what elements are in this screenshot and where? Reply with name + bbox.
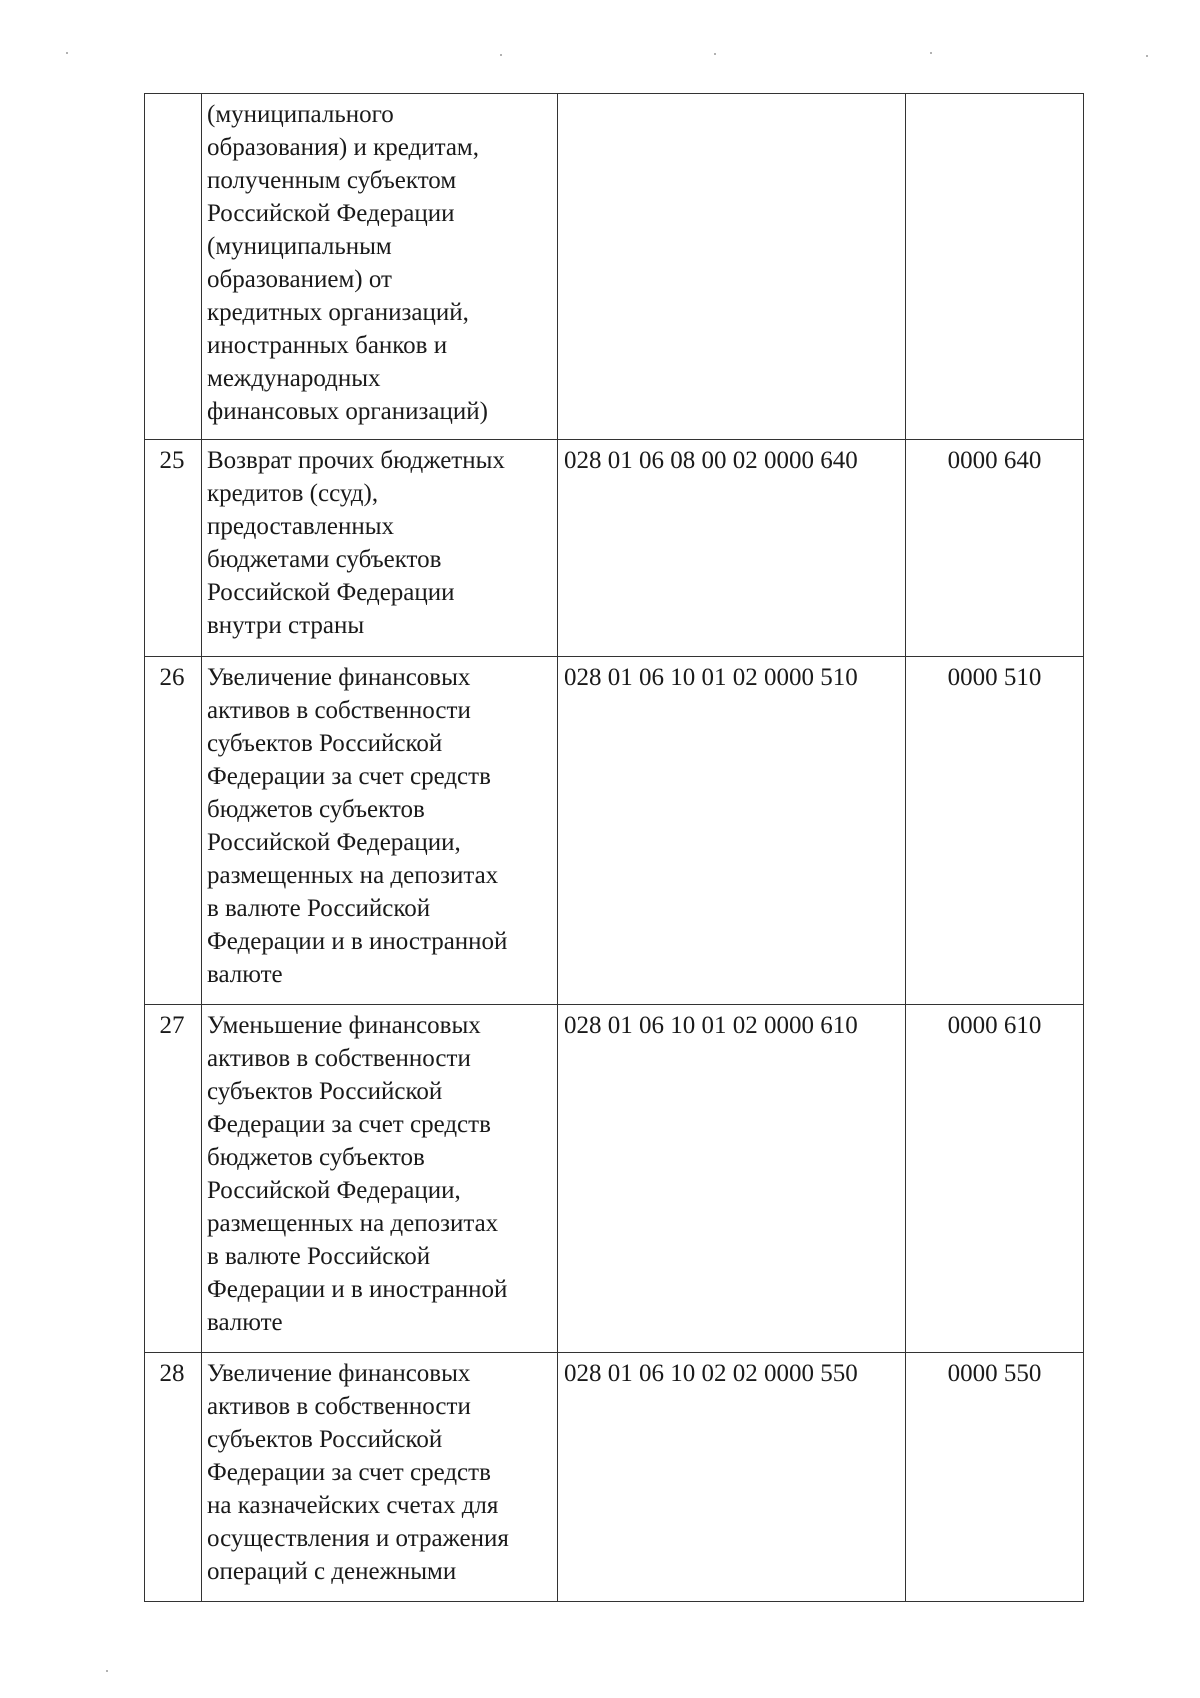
name-line: размещенных на депозитах [207,862,499,889]
row-number-cell: 26 [145,657,202,1005]
name-line: операций с денежными [207,1558,457,1585]
name-line: полученным субъектом [207,167,457,194]
name-line: на казначейских счетах для [207,1492,499,1519]
name-line: Российской Федерации [207,579,455,606]
scan-speck [1146,55,1148,57]
name-line: бюджетов субъектов [207,1144,425,1171]
table-body [145,94,1084,1602]
name-line: образования) и кредитам, [207,134,479,161]
name-line: Уменьшение финансовых [207,1012,481,1039]
short-code-cell: 0000 610 [906,1005,1084,1353]
name-line: бюджетов субъектов [207,796,425,823]
short-code-cell: 0000 640 [906,440,1084,657]
budget-code-cell [558,94,906,440]
table-row [145,1353,1084,1602]
budget-code-cell: 028 01 06 10 02 02 0000 550 [558,1353,906,1602]
short-code-cell: 0000 550 [906,1353,1084,1602]
table-row [145,94,1084,440]
row-number-cell [145,94,202,440]
short-code-cell: 0000 510 [906,657,1084,1005]
name-line: размещенных на депозитах [207,1210,499,1237]
name-line: Федерации и в иностранной [207,928,508,955]
row-number-cell: 27 [145,1005,202,1353]
name-line: предоставленных [207,513,395,540]
budget-code-cell: 028 01 06 10 01 02 0000 610 [558,1005,906,1353]
name-line: международных [207,365,381,392]
row-name-cell [202,657,558,1005]
scan-speck [930,52,932,54]
name-line: (муниципальным [207,233,392,260]
table-row [145,1005,1084,1353]
name-line: субъектов Российской [207,730,443,757]
name-line: финансовых организаций) [207,398,488,425]
name-line: субъектов Российской [207,1078,443,1105]
scan-speck [714,53,716,55]
name-line: в валюте Российской [207,1243,431,1270]
name-line: Федерации за счет средств [207,1459,491,1486]
name-line: Возврат прочих бюджетных [207,447,505,474]
name-line: (муниципального [207,101,394,128]
name-line: Федерации и в иностранной [207,1276,508,1303]
name-line: осуществления и отражения [207,1525,509,1552]
name-line: внутри страны [207,612,365,639]
name-line: субъектов Российской [207,1426,443,1453]
name-line: Увеличение финансовых [207,664,471,691]
name-line: в валюте Российской [207,895,431,922]
name-line: валюте [207,1309,283,1336]
row-number-cell: 28 [145,1353,202,1602]
name-line: образованием) от [207,266,392,293]
name-line: иностранных банков и [207,332,448,359]
scan-speck [500,54,502,56]
name-line: Увеличение финансовых [207,1360,471,1387]
name-line: кредитов (ссуд), [207,480,379,507]
name-line: Российской Федерации, [207,829,461,856]
short-code-cell [906,94,1084,440]
table-row [145,440,1084,657]
name-line: Федерации за счет средств [207,1111,491,1138]
row-number-cell: 25 [145,440,202,657]
table-row [145,657,1084,1005]
budget-code-cell: 028 01 06 10 01 02 0000 510 [558,657,906,1005]
name-line: Федерации за счет средств [207,763,491,790]
row-name-cell [202,1005,558,1353]
scan-speck [106,1670,108,1672]
name-line: активов в собственности [207,1393,471,1420]
name-line: кредитных организаций, [207,299,469,326]
row-name-cell [202,94,558,440]
name-line: валюте [207,961,283,988]
row-name-cell [202,440,558,657]
name-line: бюджетами субъектов [207,546,442,573]
name-line: активов в собственности [207,1045,471,1072]
name-line: активов в собственности [207,697,471,724]
budget-code-cell: 028 01 06 08 00 02 0000 640 [558,440,906,657]
name-line: Российской Федерации [207,200,455,227]
budget-codes-table [144,93,1084,1602]
scan-speck [66,52,68,54]
name-line: Российской Федерации, [207,1177,461,1204]
row-name-cell [202,1353,558,1602]
